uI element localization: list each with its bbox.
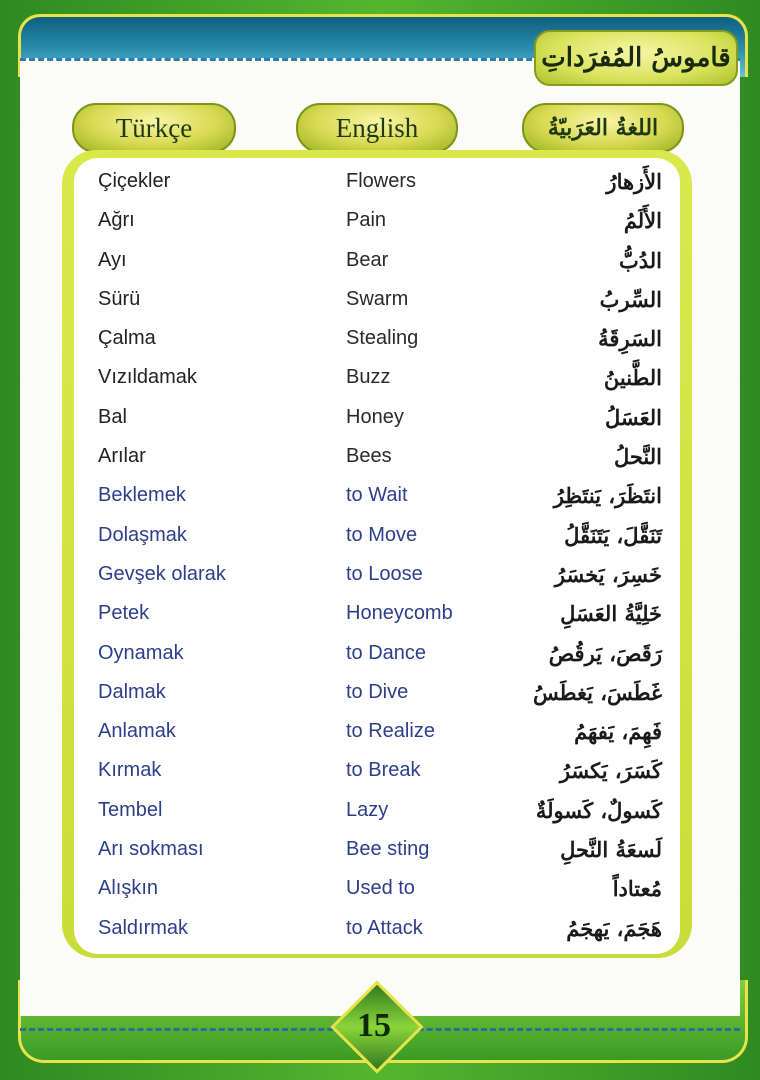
english-word: to Break [346,759,421,782]
table-row [74,555,680,594]
turkish-word: Çalma [98,327,156,350]
arabic-word: الأَلَمُ [623,208,662,234]
header-arabic: اللغةُ العَرَبيّةُ [522,103,684,153]
english-word: Bees [346,445,392,468]
english-word: to Realize [346,720,435,743]
turkish-word: Kırmak [98,759,162,782]
table-row [74,909,680,948]
english-word: Stealing [346,327,419,350]
arabic-word: تَنَقَّلَ، يَتَنَقَّلُ [564,522,662,548]
arabic-word: العَسَلُ [604,404,662,430]
page-title: قاموسُ المُفرَداتِ [541,43,731,73]
turkish-word: Dalmak [98,680,166,703]
header-turkish: Türkçe [72,103,236,153]
turkish-word: Sürü [98,287,141,310]
english-word: Bear [346,248,389,271]
table-row [74,476,680,515]
table-row [74,751,680,790]
arabic-word: هَجَمَ، يَهجَمُ [566,915,662,941]
arabic-word: الدُبُّ [618,247,662,273]
english-word: Honey [346,405,404,428]
arabic-word: السِّربُ [599,286,662,312]
turkish-word: Vızıldamak [98,366,197,389]
table-row [74,594,680,633]
table-row [74,241,680,280]
arabic-word: مُعتاداً [612,876,662,902]
english-word: to Wait [346,484,408,507]
table-row [74,516,680,555]
turkish-word: Beklemek [98,484,186,507]
english-word: Bee sting [346,838,430,861]
vocabulary-table [74,162,680,948]
turkish-word: Bal [98,405,127,428]
english-word: Lazy [346,798,389,821]
turkish-word: Petek [98,602,150,625]
english-word: Flowers [346,170,417,192]
english-word: Buzz [346,366,391,389]
turkish-word: Gevşek olarak [98,562,226,585]
arabic-word: فَهِمَ، يَفهَمُ [574,719,662,745]
english-word: to Attack [346,916,423,939]
table-row [74,791,680,830]
turkish-word: Alışkın [98,877,159,900]
table-row [74,201,680,240]
table-row [74,437,680,476]
turkish-word: Tembel [98,798,163,821]
arabic-word: خَسِرَ، يَخسَرُ [554,561,662,587]
table-row [74,830,680,869]
turkish-word: Arı sokması [98,838,204,861]
table-row [74,712,680,751]
arabic-word: الطَّنينُ [603,365,662,391]
arabic-word: رَقَصَ، يَرقُصُ [548,640,662,666]
turkish-word: Oynamak [98,641,184,664]
turkish-word: Arılar [98,445,146,468]
turkish-word: Çiçekler [98,170,171,192]
arabic-word: انتَظَرَ، يَنتَظِرُ [553,483,662,509]
arabic-word: السَرِقَةُ [598,326,662,352]
english-word: Used to [346,877,415,900]
arabic-word: كَسولٌ، كَسولَةٌ [535,797,662,823]
arabic-word: لَسعَةُ النَّحلِ [560,837,662,863]
turkish-word: Saldırmak [98,916,189,939]
turkish-word: Anlamak [98,720,176,743]
arabic-word: خَلِيَّةُ العَسَلِ [560,601,662,627]
arabic-word: الأَزهارُ [606,169,662,194]
table-row [74,358,680,397]
table-row [74,398,680,437]
title-tab [534,30,738,86]
english-word: Honeycomb [346,602,453,625]
english-word: to Dive [346,680,409,703]
table-row [74,162,680,201]
table-row [74,634,680,673]
english-word: to Loose [346,562,423,585]
turkish-word: Ayı [98,248,127,271]
english-word: to Move [346,523,418,546]
table-row [74,280,680,319]
arabic-word: غَطَسَ، يَغطَسُ [532,679,662,705]
table-row [74,319,680,358]
arabic-word: النَّحلُ [613,444,662,470]
table-row [74,673,680,712]
table-row [74,869,680,908]
page-number: 15 [357,1007,391,1044]
english-word: Swarm [346,287,409,310]
arabic-word: كَسَرَ، يَكسَرُ [559,758,662,784]
turkish-word: Ağrı [98,209,135,232]
english-word: to Dance [346,641,427,664]
header-english: English [296,103,458,153]
turkish-word: Dolaşmak [98,523,187,546]
english-word: Pain [346,209,387,232]
